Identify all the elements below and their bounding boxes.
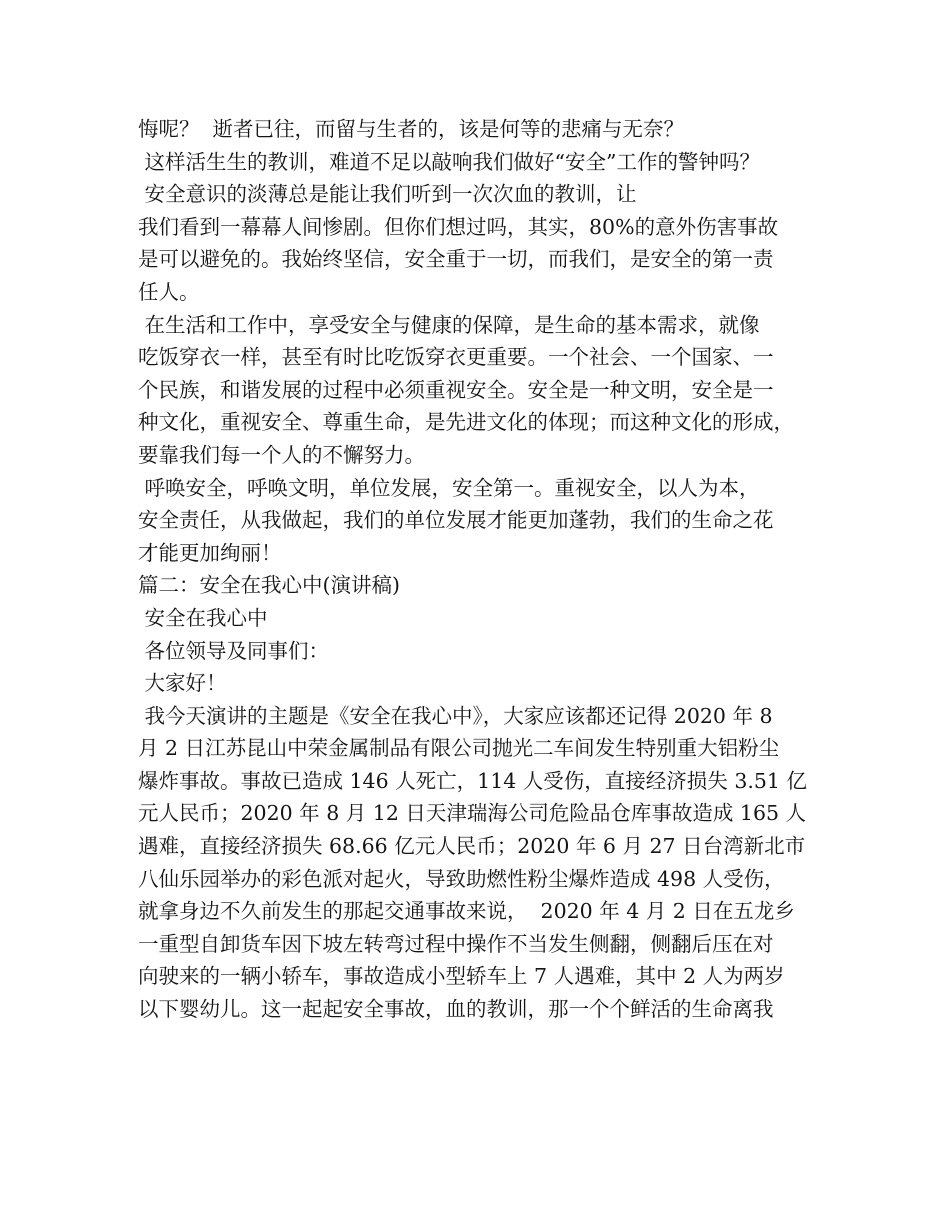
text-line: 月 2 日江苏昆山中荣金属制品有限公司抛光二车间发生特别重大铝粉尘 — [138, 736, 780, 761]
text-line: 一重型自卸货车因下坡左转弯过程中操作不当发生侧翻，侧翻后压在对 — [138, 931, 774, 956]
text-line: 安全责任，从我做起，我们的单位发展才能更加蓬勃，我们的生命之花 — [138, 508, 774, 533]
text-line: 呼唤安全，呼唤文明，单位发展，安全第一。重视安全，以人为本， — [138, 475, 760, 500]
section-heading: 篇二：安全在我心中(演讲稿) — [138, 573, 400, 598]
text-line: 种文化，重视安全、尊重生命，是先进文化的体现；而这种文化的形成， — [138, 410, 794, 435]
text-line: 这样活生生的教训，难道不足以敲响我们做好“安全”工作的警钟吗？ — [138, 149, 760, 174]
text-line: 个民族，和谐发展的过程中必须重视安全。安全是一种文明，安全是一 — [138, 377, 774, 402]
salutation: 各位领导及同事们： — [138, 638, 330, 663]
greeting: 大家好！ — [138, 671, 227, 696]
text-line: 八仙乐园举办的彩色派对起火，导致助燃性粉尘爆炸造成 498 人受伤， — [138, 866, 785, 891]
speech-title: 安全在我心中 — [138, 605, 268, 630]
text-line: 安全意识的淡薄总是能让我们听到一次次血的教训，让 — [138, 182, 637, 207]
text-line: 我今天演讲的主题是《安全在我心中》，大家应该都还记得 2020 年 8 — [138, 703, 773, 728]
text-line: 悔呢？ 逝者已往，而留与生者的，该是何等的悲痛与无奈？ — [138, 117, 685, 141]
text-line: 遇难，直接经济损失 68.66 亿元人民币；2020 年 6 月 27 日台湾新北市 — [138, 834, 806, 859]
text-line: 爆炸事故。事故已造成 146 人死亡，114 人受伤，直接经济损失 3.51 亿 — [138, 768, 807, 793]
text-line: 就拿身边不久前发生的那起交通事故来说， 2020 年 4 月 2 日在五龙乡 — [138, 899, 795, 924]
text-line: 是可以避免的。我始终坚信，安全重于一切，而我们，是安全的第一责 — [138, 247, 774, 272]
text-line: 以下婴幼儿。这一起起安全事故，血的教训，那一个个鲜活的生命离我 — [138, 997, 774, 1022]
body-text — [138, 113, 828, 1026]
text-line: 向驶来的一辆小轿车，事故造成小型轿车上 7 人遇难，其中 2 人为两岁 — [138, 964, 785, 989]
text-line: 任人。 — [138, 279, 200, 304]
text-line: 吃饭穿衣一样，甚至有时比吃饭穿衣更重要。一个社会、一个国家、一 — [138, 345, 774, 370]
text-line: 在生活和工作中，享受安全与健康的保障，是生命的基本需求，就像 — [138, 312, 760, 337]
text-line: 元人民币；2020 年 8 月 12 日天津瑞海公司危险品仓库事故造成 165 人 — [138, 801, 807, 826]
text-line: 我们看到一幕幕人间惨剧。但你们想过吗，其实，80%的意外伤害事故 — [138, 214, 779, 239]
text-line: 才能更加绚丽！ — [138, 540, 282, 565]
text-line: 要靠我们每一个人的不懈努力。 — [138, 442, 425, 467]
